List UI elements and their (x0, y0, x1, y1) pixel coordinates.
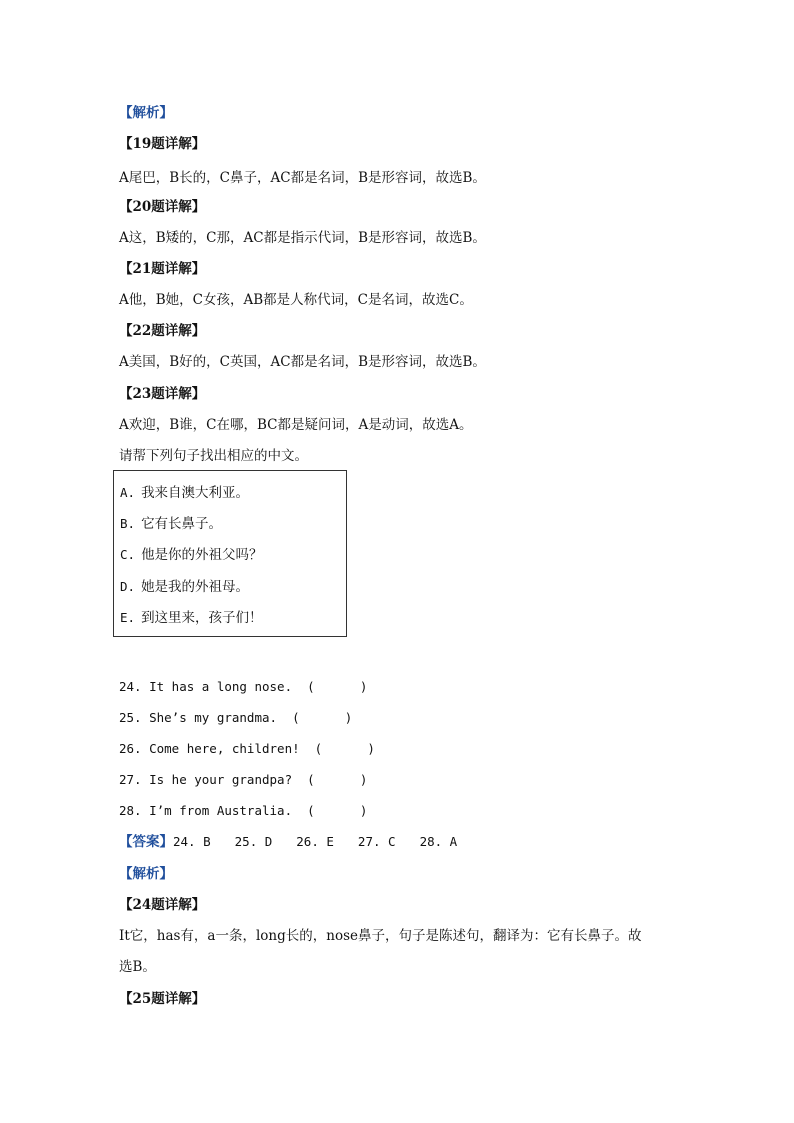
instruction: 请帮下列句子找出相应的中文。 (119, 448, 308, 464)
question-24: 24. It has a long nose. ( ) (119, 679, 368, 694)
answer-label: 【答案】 (119, 834, 173, 850)
answer-line (119, 833, 457, 851)
q25-header: 【25题详解】 (119, 991, 206, 1007)
option-b (120, 515, 222, 533)
option-a (120, 484, 249, 502)
option-letter: D. (120, 579, 136, 594)
option-letter: A. (120, 485, 136, 500)
option-text: 他是你的外祖父吗？ (141, 547, 263, 563)
question-26: 26. Come here, children! ( ) (119, 741, 375, 756)
q20-header: 【20题详解】 (119, 199, 206, 215)
question-27: 27. Is he your grandpa? ( ) (119, 772, 368, 787)
q19-header: 【19题详解】 (119, 136, 206, 152)
question-25: 25. She’s my grandma. ( ) (119, 710, 353, 725)
option-e (120, 609, 263, 627)
answer-item: 25. D (234, 834, 273, 849)
option-letter: C. (120, 547, 136, 562)
option-text: 我来自澳大利亚。 (141, 485, 250, 501)
options-box (113, 470, 347, 637)
option-letter: B. (120, 516, 136, 531)
q21-explanation: A他，B她，C女孩，AB都是人称代词，C是名词，故选C。 (119, 292, 473, 308)
option-text: 到这里来，孩子们！ (141, 610, 263, 626)
option-letter: E. (120, 610, 136, 625)
q24-header: 【24题详解】 (119, 897, 206, 913)
q24-explanation-line1: It它，has有，a一条，long长的，nose鼻子，句子是陈述句，翻译为：它有长鼻子。故 (119, 928, 642, 944)
option-d (120, 578, 249, 596)
option-text: 它有长鼻子。 (141, 516, 223, 532)
q19-explanation: A尾巴，B长的，C鼻子，AC都是名词，B是形容词，故选B。 (119, 170, 486, 186)
answer-item: 27. C (357, 834, 396, 849)
answer-item: 28. A (419, 834, 458, 849)
option-text: 她是我的外祖母。 (141, 579, 250, 595)
q22-explanation: A美国，B好的，C英国，AC都是名词，B是形容词，故选B。 (119, 354, 486, 370)
q24-explanation-line2: 选B。 (119, 959, 156, 975)
q20-explanation: A这，B矮的，C那，AC都是指示代词，B是形容词，故选B。 (119, 230, 486, 246)
analysis-heading: 【解析】 (119, 105, 173, 121)
q23-explanation: A欢迎，B谁，C在哪，BC都是疑问词，A是动词，故选A。 (119, 417, 473, 433)
q21-header: 【21题详解】 (119, 261, 206, 277)
q22-header: 【22题详解】 (119, 323, 206, 339)
question-28: 28. I’m from Australia. ( ) (119, 803, 368, 818)
analysis-heading-2: 【解析】 (119, 866, 173, 882)
option-c (120, 546, 263, 564)
answer-item: 24. B (173, 834, 211, 849)
q23-header: 【23题详解】 (119, 386, 206, 402)
answer-item: 26. E (296, 834, 334, 849)
